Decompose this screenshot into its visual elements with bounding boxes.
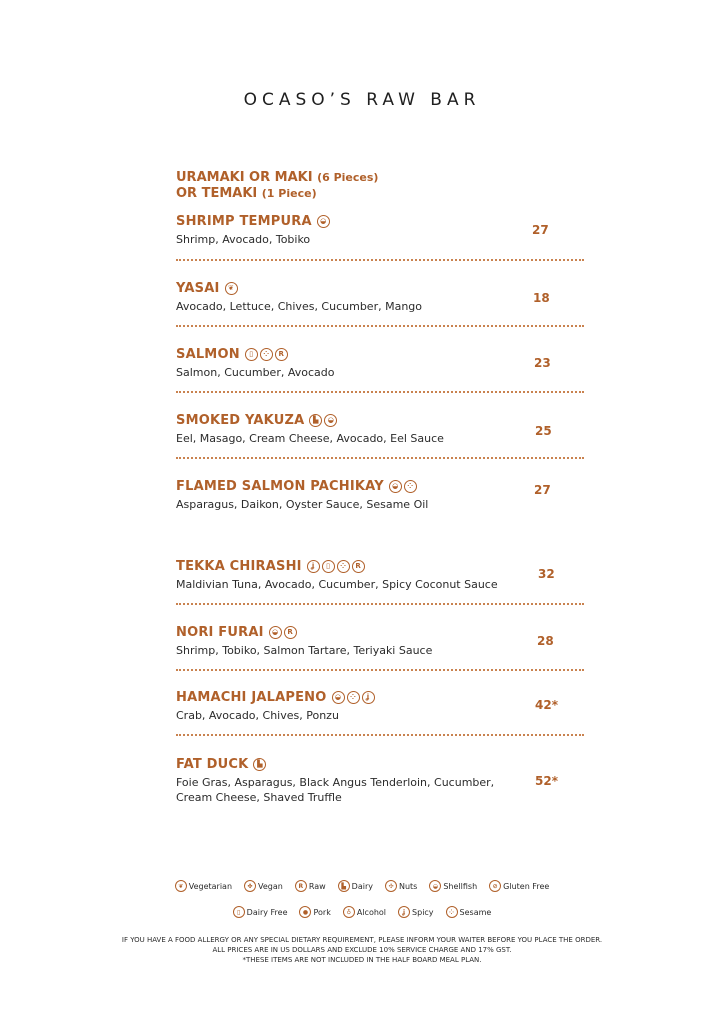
item-name: SALMON [176, 346, 240, 362]
item-price: 27 [532, 223, 549, 237]
divider [176, 457, 584, 459]
item-name: NORI FURAI [176, 624, 264, 640]
menu-item [176, 345, 586, 380]
shellfish-icon: ◒ [429, 880, 441, 892]
footer-line: *THESE ITEMS ARE NOT INCLUDED IN THE HALF BOARD MEAL PLAN. [242, 956, 482, 964]
legend-label: Sesame [459, 907, 492, 917]
legend-label: Dairy [351, 881, 373, 891]
item-price: 23 [534, 356, 551, 370]
nuts-icon: ✣ [385, 880, 397, 892]
spicy-icon: ʝ [307, 560, 320, 573]
legend-row-1 [0, 880, 724, 892]
item-description: Shrimp, Tobiko, Salmon Tartare, Teriyaki Sauce [176, 644, 433, 657]
shellfish-icon: ◒ [269, 626, 282, 639]
legend-label: Spicy [412, 907, 434, 917]
item-description: Eel, Masago, Cream Cheese, Avocado, Eel Sauce [176, 432, 444, 445]
dairy-icon: ▙ [338, 880, 350, 892]
menu-item [176, 557, 586, 592]
item-description: Maldivian Tuna, Avocado, Cucumber, Spicy Coconut Sauce [176, 578, 498, 591]
item-name: YASAI [176, 280, 220, 296]
menu-item [176, 212, 586, 247]
legend-item [244, 880, 283, 892]
legend-label: Shellfish [443, 881, 478, 891]
raw-icon: R [352, 560, 365, 573]
dairy-free-icon: ▯ [245, 348, 258, 361]
spicy-icon: ʝ [362, 691, 375, 704]
sesame-icon: ⁘ [347, 691, 360, 704]
item-description: Salmon, Cucumber, Avocado [176, 366, 335, 379]
footer-line: IF YOU HAVE A FOOD ALLERGY OR ANY SPECIAL DIETARY REQUIREMENT, PLEASE INFORM YOUR WAITER BEFORE YOU PLACE THE ORDER. [121, 936, 603, 944]
dairy-icon: ▙ [309, 414, 322, 427]
legend-item [233, 906, 288, 918]
item-price: 27 [534, 483, 551, 497]
item-name: SMOKED YAKUZA [176, 412, 305, 428]
raw-icon: R [275, 348, 288, 361]
item-description: Avocado, Lettuce, Chives, Cucumber, Mango [176, 300, 423, 313]
divider [176, 325, 584, 327]
shellfish-icon: ◒ [389, 480, 402, 493]
raw-icon: R [295, 880, 307, 892]
footer-notes [0, 935, 724, 965]
item-name: SHRIMP TEMPURA [176, 213, 312, 229]
legend-item [446, 906, 492, 918]
legend-item [175, 880, 232, 892]
legend-label: Nuts [398, 881, 418, 891]
dairy-icon: ▙ [253, 758, 266, 771]
section-line1-note: (6 Pieces) [317, 171, 379, 184]
section-line2-note: (1 Piece) [261, 187, 317, 200]
legend-label: Vegan [258, 881, 283, 891]
menu-item [176, 623, 586, 658]
item-price: 32 [538, 567, 555, 581]
shellfish-icon: ◒ [324, 414, 337, 427]
item-name: FLAMED SALMON PACHIKAY [176, 478, 384, 494]
sesame-icon: ⁘ [404, 480, 417, 493]
section-line2: OR TEMAKI [176, 186, 258, 201]
item-description: Shrimp, Avocado, Tobiko [176, 233, 311, 246]
legend-item [429, 880, 477, 892]
item-price: 42* [535, 698, 558, 712]
legend-item [343, 906, 386, 918]
legend-item [338, 880, 373, 892]
raw-icon: R [284, 626, 297, 639]
item-price: 52* [535, 774, 558, 788]
divider [176, 734, 584, 736]
item-name: FAT DUCK [176, 756, 249, 772]
menu-item [176, 411, 586, 446]
menu-item [176, 279, 586, 314]
legend-label: Raw [308, 881, 326, 891]
divider [176, 603, 584, 605]
vegetarian-icon: ❦ [225, 282, 238, 295]
divider [176, 259, 584, 261]
legend-label: Dairy Free [246, 907, 288, 917]
item-description: Asparagus, Daikon, Oyster Sauce, Sesame Oil [176, 498, 429, 511]
pork-icon: ● [299, 906, 311, 918]
menu-item [176, 755, 586, 805]
legend-label: Gluten Free [503, 881, 550, 891]
divider [176, 391, 584, 393]
legend-item [299, 906, 330, 918]
item-name: TEKKA CHIRASHI [176, 558, 302, 574]
gluten-free-icon: ⊘ [489, 880, 501, 892]
menu-item [176, 477, 586, 512]
legend-label: Alcohol [356, 907, 387, 917]
legend-item [489, 880, 549, 892]
sesame-icon: ⁘ [446, 906, 458, 918]
divider [176, 669, 584, 671]
item-price: 18 [533, 291, 550, 305]
item-description: Crab, Avocado, Chives, Ponzu [176, 709, 339, 722]
vegetarian-icon: ❦ [175, 880, 187, 892]
page-title: OCASO’S RAW BAR [243, 90, 481, 110]
legend-label: Vegetarian [188, 881, 233, 891]
sesame-icon: ⁘ [260, 348, 273, 361]
alcohol-icon: ♁ [343, 906, 355, 918]
item-price: 25 [535, 424, 552, 438]
legend-label: Pork [313, 907, 331, 917]
legend-row-2 [0, 906, 724, 918]
legend-item [398, 906, 434, 918]
menu-item [176, 688, 586, 723]
vegan-icon: ✤ [244, 880, 256, 892]
sesame-icon: ⁘ [337, 560, 350, 573]
footer-line: ALL PRICES ARE IN US DOLLARS AND EXCLUDE 10% SERVICE CHARGE AND 17% GST. [212, 946, 512, 954]
section-header [176, 170, 378, 202]
item-name: HAMACHI JALAPENO [176, 689, 327, 705]
legend-item [385, 880, 417, 892]
spicy-icon: ʝ [398, 906, 410, 918]
dairy-free-icon: ▯ [233, 906, 245, 918]
shellfish-icon: ◒ [317, 215, 330, 228]
dairy-free-icon: ▯ [322, 560, 335, 573]
legend-item [295, 880, 326, 892]
item-description: Foie Gras, Asparagus, Black Angus Tenderloin, Cucumber, Cream Cheese, Shaved Truffle [176, 776, 495, 804]
item-price: 28 [537, 634, 554, 648]
section-line1: URAMAKI OR MAKI [176, 170, 313, 185]
shellfish-icon: ◒ [332, 691, 345, 704]
